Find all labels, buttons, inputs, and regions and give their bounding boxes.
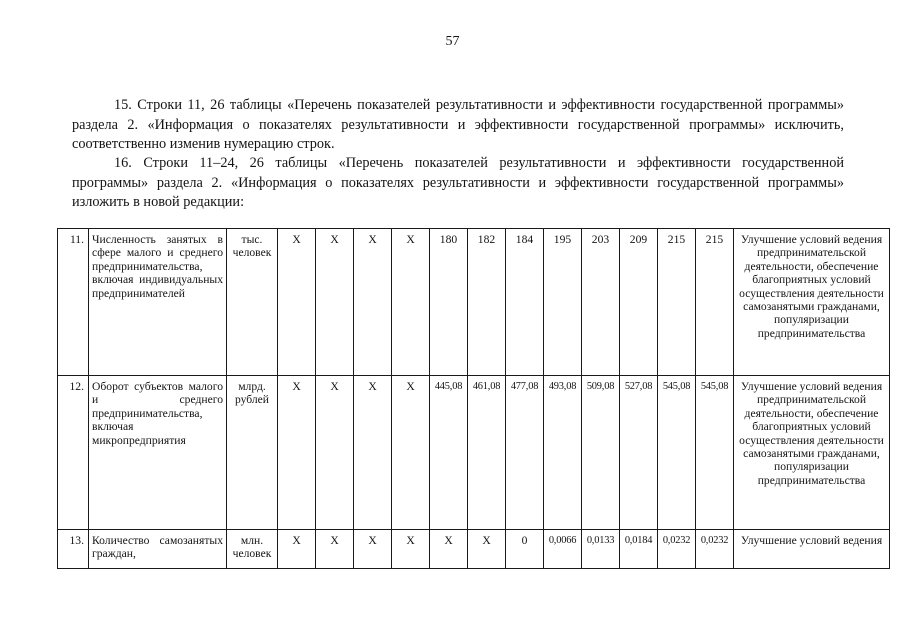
paragraph-16 <box>72 154 844 213</box>
indicators-table <box>57 228 890 569</box>
value-cell: 461,08 <box>468 376 506 530</box>
value-cell: Х <box>392 530 430 569</box>
value-cell: 493,08 <box>544 376 582 530</box>
expected-result: Улучшение условий ведения <box>734 530 890 569</box>
value-cell: 203 <box>582 229 620 376</box>
indicator-name: Оборот субъектов малого и среднего предпринимательства, включая микропредприятия <box>89 376 227 530</box>
indicator-name: Численность занятых в сфере малого и среднего предпринимательства, включая индивидуальных предпринимателей <box>89 229 227 376</box>
value-cell: 0,0066 <box>544 530 582 569</box>
value-cell: Х <box>354 229 392 376</box>
table-row <box>58 530 890 569</box>
page-number: 57 <box>445 34 460 49</box>
value-cell: 195 <box>544 229 582 376</box>
value-cell: Х <box>278 530 316 569</box>
value-cell: 509,08 <box>582 376 620 530</box>
paragraph-16-text: 16. Строки 11–24, 26 таблицы «Перечень показателей результативности и эффективности государственной программы» раздела 2. «Информация о показателях результативности и эффективности государственной программы» изложить в новой редакции: <box>72 155 844 210</box>
value-cell: 545,08 <box>696 376 734 530</box>
value-cell: 182 <box>468 229 506 376</box>
expected-result: Улучшение условий ведения предпринимательской деятельности, обеспечение благоприятных условий осуществления деятельности самозанятыми гражданами, популяризации предпринимательства <box>734 229 890 376</box>
value-cell: 215 <box>696 229 734 376</box>
value-cell: Х <box>316 376 354 530</box>
value-cell: 180 <box>430 229 468 376</box>
value-cell: 0,0133 <box>582 530 620 569</box>
unit-of-measure: млрд. рублей <box>227 376 278 530</box>
value-cell: 445,08 <box>430 376 468 530</box>
value-cell: Х <box>316 229 354 376</box>
expected-result: Улучшение условий ведения предпринимательской деятельности, обеспечение благоприятных условий осуществления деятельности самозанятыми гражданами, популяризации предпринимательства <box>734 376 890 530</box>
value-cell: Х <box>316 530 354 569</box>
value-cell: 215 <box>658 229 696 376</box>
indicator-name: Количество самозанятых граждан, <box>89 530 227 569</box>
paragraph-15-text: 15. Строки 11, 26 таблицы «Перечень показателей результативности и эффективности государственной программы» раздела 2. «Информация о показателях результативности и эффективности государственной программы» исключить, соответственно изменив нумерацию строк. <box>72 97 844 152</box>
value-cell: 209 <box>620 229 658 376</box>
value-cell: 527,08 <box>620 376 658 530</box>
row-number: 12. <box>58 376 89 530</box>
value-cell: Х <box>430 530 468 569</box>
value-cell: Х <box>392 229 430 376</box>
value-cell: Х <box>278 376 316 530</box>
value-cell: 477,08 <box>506 376 544 530</box>
unit-of-measure: тыс. человек <box>227 229 278 376</box>
value-cell: 0,0232 <box>696 530 734 569</box>
paragraph-15 <box>72 96 844 155</box>
table-row <box>58 376 890 530</box>
value-cell: 0,0184 <box>620 530 658 569</box>
table-row <box>58 229 890 376</box>
value-cell: 0 <box>506 530 544 569</box>
value-cell: Х <box>392 376 430 530</box>
value-cell: 184 <box>506 229 544 376</box>
value-cell: 545,08 <box>658 376 696 530</box>
value-cell: Х <box>354 376 392 530</box>
unit-of-measure: млн. человек <box>227 530 278 569</box>
row-number: 11. <box>58 229 89 376</box>
value-cell: Х <box>278 229 316 376</box>
value-cell: 0,0232 <box>658 530 696 569</box>
value-cell: Х <box>468 530 506 569</box>
row-number: 13. <box>58 530 89 569</box>
value-cell: Х <box>354 530 392 569</box>
